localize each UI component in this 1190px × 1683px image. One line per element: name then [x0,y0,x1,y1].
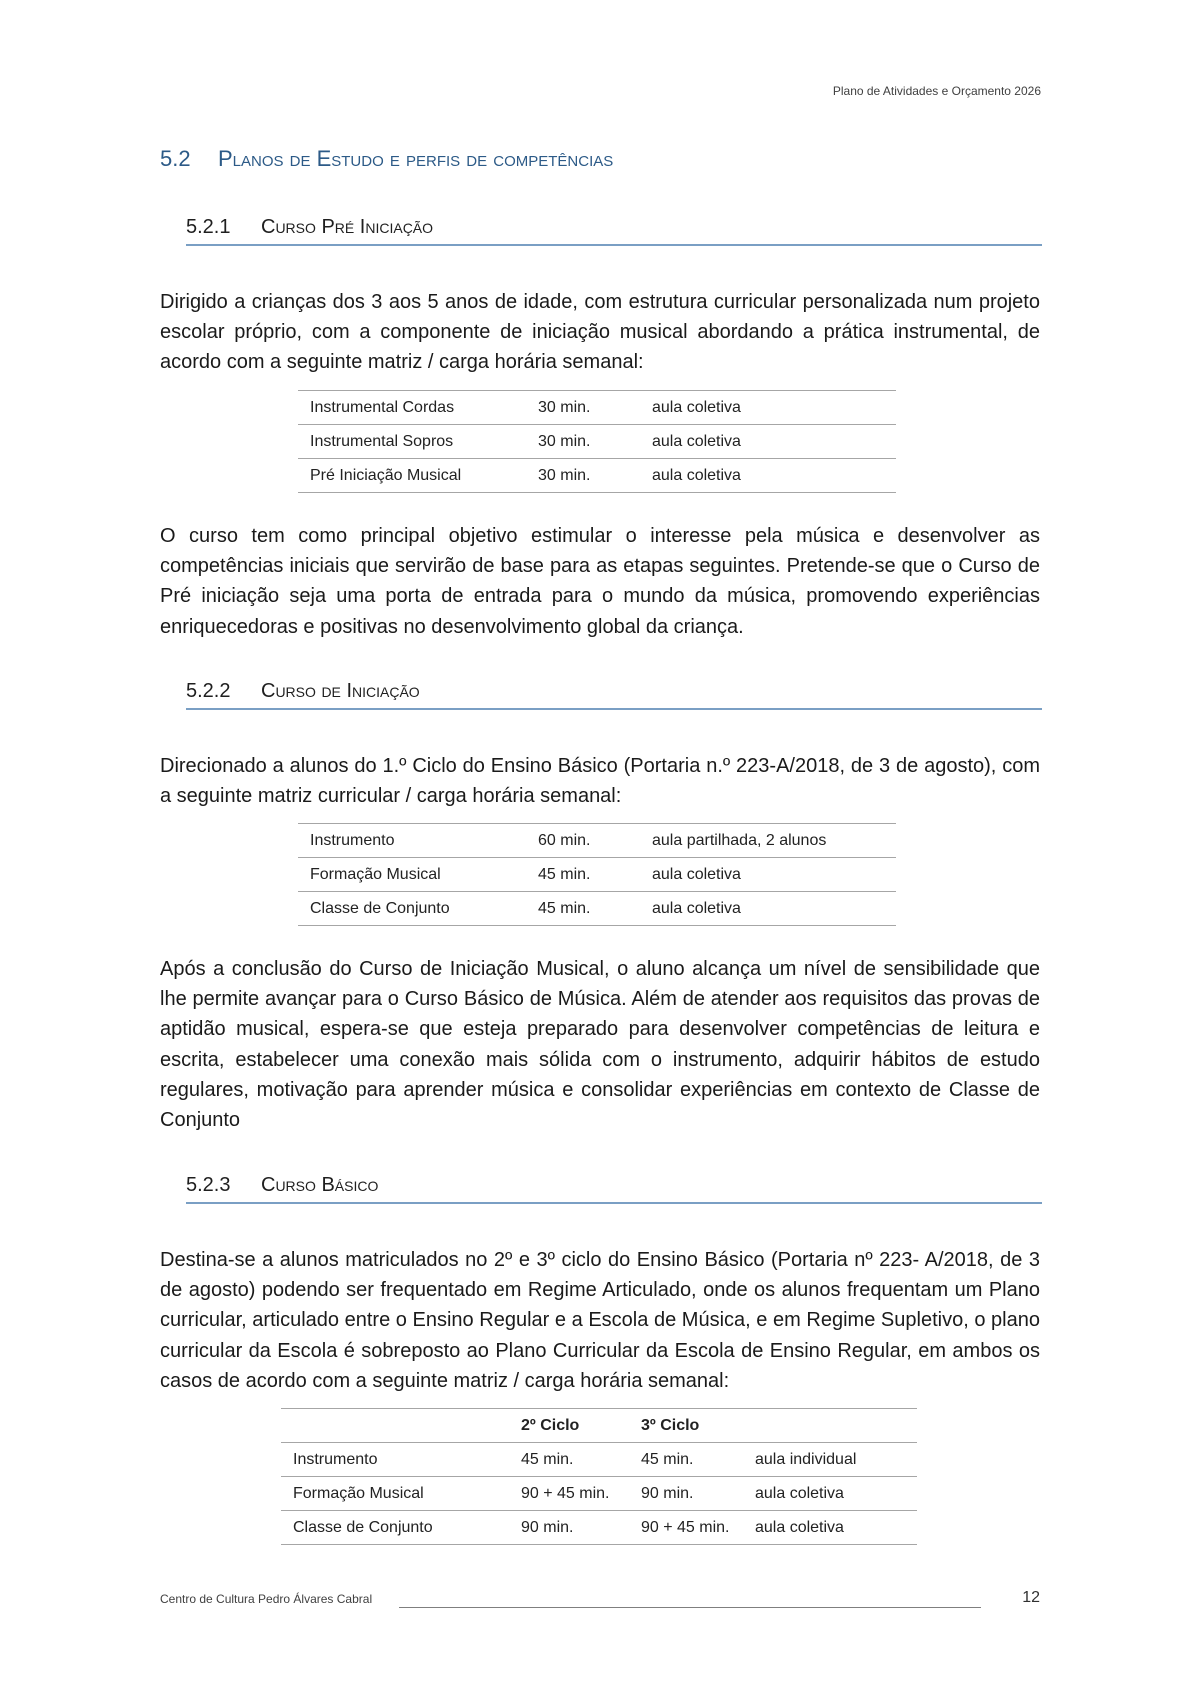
table-header-cell: 3º Ciclo [629,1409,743,1443]
table-cell: Classe de Conjunto [281,1511,509,1545]
table-cell: 30 min. [526,391,640,425]
table-cell: 45 min. [526,858,640,892]
table-cell: aula individual [743,1443,917,1477]
table-cell: aula coletiva [640,892,896,926]
table-cell: 45 min. [509,1443,629,1477]
table-cell: 45 min. [526,892,640,926]
table-cell: aula coletiva [743,1477,917,1511]
table-row [281,1511,917,1545]
table-cell: 90 + 45 min. [509,1477,629,1511]
table-basico [281,1408,917,1545]
table-cell: Instrumento [298,824,526,858]
subsection-title: Curso Pré Iniciação [261,216,434,238]
table-cell: 45 min. [629,1443,743,1477]
table-row [298,425,896,459]
subsection-heading-pre-iniciacao [186,216,1042,246]
subsection-title: Curso de Iniciação [261,680,420,702]
table-header-cell [281,1409,509,1443]
table-cell: 60 min. [526,824,640,858]
paragraph-iniciacao-intro: Direcionado a alunos do 1.º Ciclo do Ensino Básico (Portaria n.º 223-A/2018, de 3 de agosto), com a seguinte matriz curricular / carga horária semanal: [160,755,1040,808]
running-header: Plano de Atividades e Orçamento 2026 [832,84,1041,98]
table-cell: Formação Musical [281,1477,509,1511]
table-row [298,391,896,425]
subsection-title: Curso Básico [261,1174,379,1196]
table-cell: 30 min. [526,459,640,493]
table-cell: Formação Musical [298,858,526,892]
table-row [298,892,896,926]
table-cell: Instrumental Sopros [298,425,526,459]
table-cell: 90 min. [629,1477,743,1511]
page-number: 12 [1022,1589,1040,1606]
section-heading [160,146,613,172]
table-header-cell [743,1409,917,1443]
table-cell: aula coletiva [640,425,896,459]
subsection-heading-basico [186,1174,1042,1204]
table-cell: aula partilhada, 2 alunos [640,824,896,858]
table-header-cell: 2º Ciclo [509,1409,629,1443]
table-row [298,459,896,493]
table-cell: 90 min. [509,1511,629,1545]
paragraph-pre-iniciacao-outro: O curso tem como principal objetivo estimular o interesse pela música e desenvolver as competências iniciais que servirão de base para as etapas seguintes. Pretende-se que o Curso de Pré iniciação seja uma porta de entrada para o mundo da música, promovendo experiências enriquecedoras e positivas no desenvolvimento global da criança. [160,525,1040,638]
table-cell: 90 + 45 min. [629,1511,743,1545]
table-cell: aula coletiva [640,391,896,425]
table-row [281,1443,917,1477]
table-cell: aula coletiva [743,1511,917,1545]
footer-organization: Centro de Cultura Pedro Álvares Cabral [160,1592,373,1606]
table-cell: Instrumental Cordas [298,391,526,425]
subsection-number: 5.2.2 [186,680,231,702]
subsection-heading-iniciacao [186,680,1042,710]
table-row [298,824,896,858]
table-cell: aula coletiva [640,459,896,493]
table-row [281,1477,917,1511]
table-cell: 30 min. [526,425,640,459]
table-header-row [281,1409,917,1443]
paragraph-basico-intro: Destina-se a alunos matriculados no 2º e 3º ciclo do Ensino Básico (Portaria nº 223- A/2018, de 3 de agosto) podendo ser frequentado em Regime Articulado, onde os alunos frequentam um Plano curricular, articulado entre o Ensino Regular e a Escola de Música, e em Regime Supletivo, o plano curricular da Escola é sobreposto ao Plano Curricular da Escola de Ensino Regular, em ambos os casos de acordo com a seguinte matriz / carga horária semanal: [160,1249,1040,1392]
paragraph-pre-iniciacao-intro: Dirigido a crianças dos 3 aos 5 anos de idade, com estrutura curricular personalizada num projeto escolar próprio, com a componente de iniciação musical abordando a prática instrumental, de acordo com a seguinte matriz / carga horária semanal: [160,291,1040,374]
subsection-number: 5.2.1 [186,216,231,238]
footer-rule [399,1607,981,1608]
table-row [298,858,896,892]
table-cell: Instrumento [281,1443,509,1477]
table-cell: Pré Iniciação Musical [298,459,526,493]
table-cell: Classe de Conjunto [298,892,526,926]
table-iniciacao [298,823,896,926]
paragraph-iniciacao-outro: Após a conclusão do Curso de Iniciação Musical, o aluno alcança um nível de sensibilidade que lhe permite avançar para o Curso Básico de Música. Além de atender aos requisitos das provas de aptidão musical, espera-se que esteja preparado para desenvolver competências de leitura e escrita, estabelecer uma conexão mais sólida com o instrumento, adquirir hábitos de estudo regulares, motivação para aprender música e consolidar experiências em contexto de Classe de Conjunto [160,958,1040,1132]
section-number: 5.2 [160,146,191,171]
table-pre-iniciacao [298,390,896,493]
subsection-number: 5.2.3 [186,1174,231,1196]
page-footer [160,1589,1040,1606]
section-title: Planos de Estudo e perfis de competências [218,146,614,171]
table-cell: aula coletiva [640,858,896,892]
